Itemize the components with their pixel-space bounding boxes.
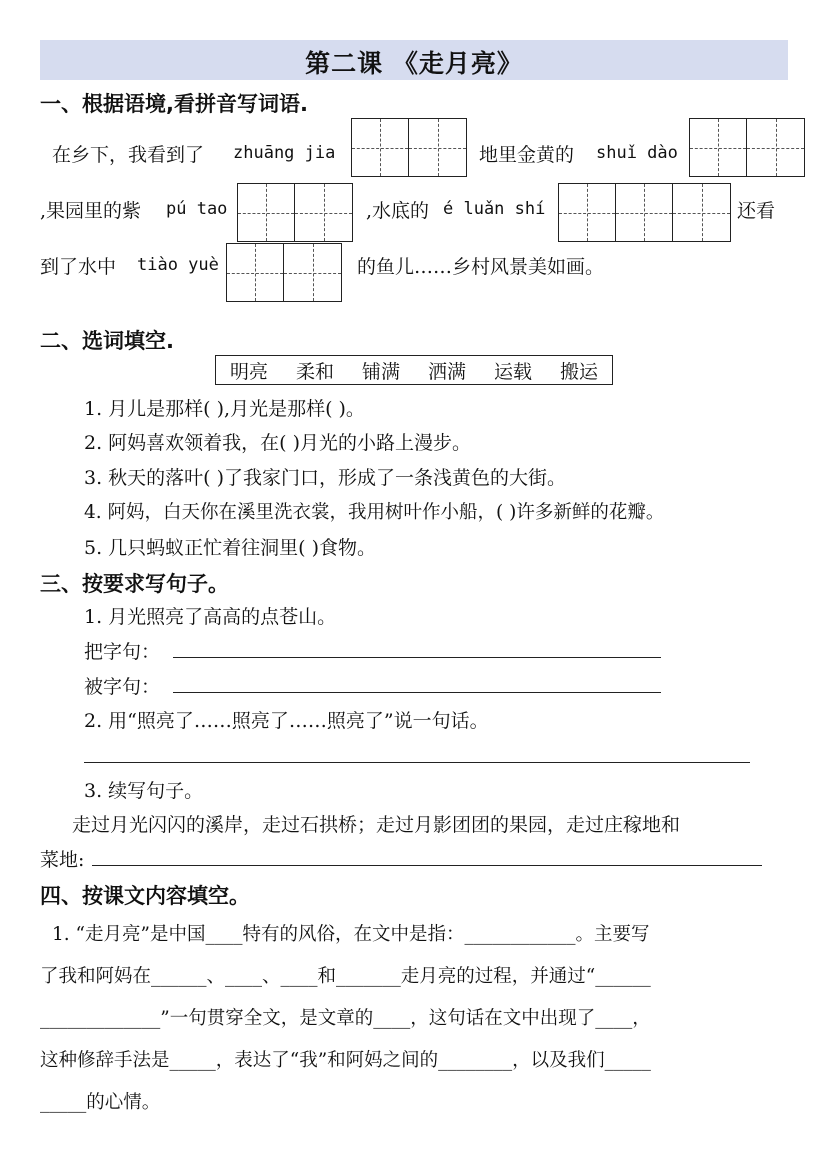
s3-q3-end: 菜地:: [40, 849, 85, 871]
title-bar: [40, 40, 788, 80]
s2-item-2: 2. 阿妈喜欢领着我，在( )月光的小路上漫步。: [84, 432, 472, 454]
word-0: 明亮: [229, 360, 268, 383]
s3-bei-label: 被字句：: [84, 676, 161, 698]
s2-item-1: 1. 月儿是那样( ),月光是那样( )。: [84, 398, 365, 420]
pinyin-shuidao: shuǐ dào: [596, 143, 678, 163]
s3-q3-text: 走过月光闪闪的溪岸，走过石拱桥；走过月影团团的果园，走过庄稼地和: [72, 814, 681, 836]
ba-answer-line[interactable]: [173, 657, 661, 658]
s2-item-5: 5. 几只蚂蚁正忙着往洞里( )食物。: [84, 537, 377, 559]
s4-line4: 这种修辞手法是_____，表达了“我”和阿妈之间的________，以及我们_____: [40, 1050, 651, 1071]
section3-heading: 三、按要求写句子。: [40, 572, 229, 596]
page-title: 第二课 《走月亮》: [305, 49, 523, 78]
pinyin-tiaoyue: tiào yuè: [137, 255, 219, 275]
s2-item-4: 4. 阿妈，白天你在溪里洗衣裳，我用树叶作小船，( )许多新鲜的花瓣。: [84, 502, 665, 523]
bei-answer-line[interactable]: [173, 692, 661, 693]
q3-answer-line[interactable]: [92, 865, 762, 866]
word-1: 柔和: [295, 360, 334, 383]
s3-q1: 1. 月光照亮了高高的点苍山。: [84, 606, 337, 628]
s3-q3: 3. 续写句子。: [84, 780, 204, 802]
s1-line2-c: 还看: [737, 200, 776, 222]
word-2: 铺满: [361, 360, 400, 383]
section2-heading: 二、选词填空.: [40, 329, 174, 353]
s3-q2: 2. 用“照亮了……照亮了……照亮了”说一句话。: [84, 710, 489, 732]
section1-heading: 一、根据语境,看拼音写词语.: [40, 92, 308, 116]
s4-line3: _____________”一句贯穿全文，是文章的____，这句话在文中出现了____，: [40, 1008, 651, 1029]
s1-line3-a: 到了水中: [40, 256, 117, 278]
s1-line3-b: 的鱼儿……乡村风景美如画。: [357, 256, 605, 278]
grid-eluanshi[interactable]: [558, 183, 731, 242]
q2-answer-line[interactable]: [84, 762, 750, 763]
pinyin-zhuangjia: zhuāng jia: [233, 143, 336, 163]
pinyin-putao: pú tao: [166, 199, 228, 219]
pinyin-eluanshi: é luǎn shí: [443, 199, 546, 219]
grid-shuidao[interactable]: [689, 118, 805, 177]
s1-line1-a: 在乡下，我看到了: [52, 144, 205, 166]
grid-tiaoyue[interactable]: [226, 243, 342, 302]
s1-line2-b: ,水底的: [366, 200, 430, 222]
word-5: 搬运: [559, 360, 598, 383]
grid-putao[interactable]: [237, 183, 353, 242]
grid-zhuangjia[interactable]: [351, 118, 467, 177]
s4-line2: 了我和阿妈在______、____、____和_______走月亮的过程，并通过“______: [40, 966, 651, 987]
word-3: 洒满: [427, 360, 466, 383]
word-4: 运载: [493, 360, 532, 383]
s2-item-3: 3. 秋天的落叶( )了我家门口，形成了一条浅黄色的大街。: [84, 467, 567, 489]
s4-line5: _____的心情。: [40, 1092, 161, 1113]
word-bank: [215, 355, 613, 385]
s4-line1: 1. “走月亮”是中国____特有的风俗，在文中是指：____________。主要写: [52, 924, 650, 945]
s3-ba-label: 把字句：: [84, 641, 161, 663]
s1-line2-a: ,果园里的紫: [40, 200, 142, 222]
section4-heading: 四、按课文内容填空。: [40, 884, 250, 908]
s1-line1-b: 地里金黄的: [479, 144, 575, 166]
